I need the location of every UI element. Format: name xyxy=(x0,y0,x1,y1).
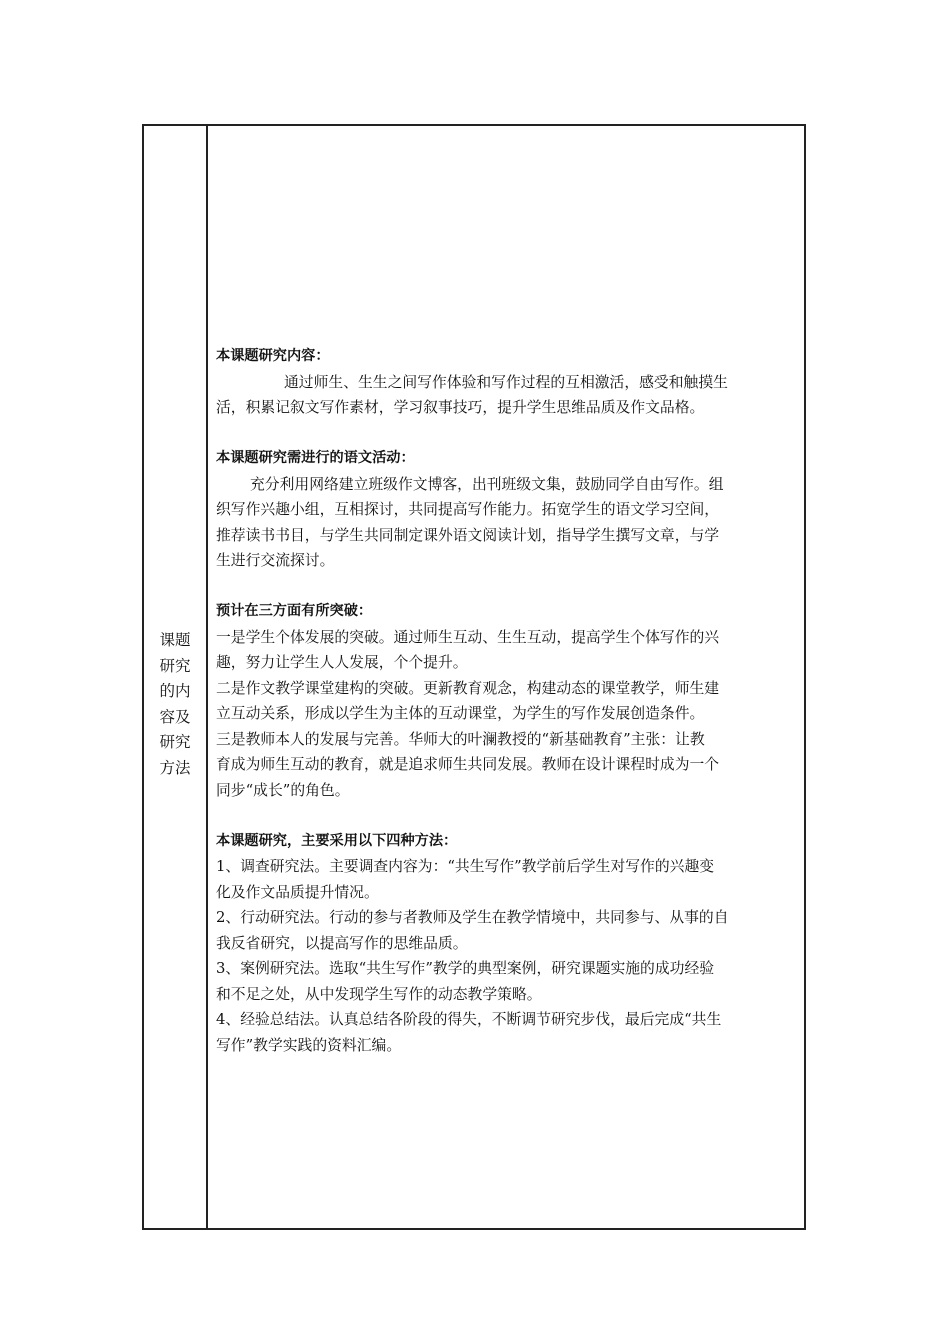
section-breakthroughs xyxy=(216,599,796,803)
paragraph-line: 4、经验总结法。认真总结各阶段的得失，不断调节研究步伐，最后完成“共生 xyxy=(216,1011,722,1028)
paragraph-line: 生进行交流探讨。 xyxy=(216,552,335,569)
paragraph-line: 写作”教学实践的资料汇编。 xyxy=(216,1036,402,1054)
paragraph-line: 充分利用网络建立班级作文博客，出刊班级文集，鼓励同学自由写作。组 xyxy=(250,475,724,493)
section-heading: 预计在三方面有所突破： xyxy=(216,603,373,619)
paragraph-line: 我反省研究，以提高写作的思维品质。 xyxy=(216,934,468,952)
paragraph-line: 三是教师本人的发展与完善。华师大的叶澜教授的“新基础教育”主张：让教 xyxy=(216,730,705,748)
paragraph-line: 和不足之处，从中发现学生写作的动态教学策略。 xyxy=(216,985,542,1003)
row-label-line: 容及 xyxy=(159,707,191,726)
research-form-table xyxy=(142,124,806,1230)
paragraph-line: 2、行动研究法。行动的参与者教师及学生在教学情境中，共同参与、从事的自 xyxy=(216,909,729,926)
paragraph-line: 立互动关系，形成以学生为主体的互动课堂，为学生的写作发展创造条件。 xyxy=(216,705,705,722)
paragraph-line: 趣，努力让学生人人发展，个个提升。 xyxy=(216,654,468,671)
section-heading: 本课题研究，主要采用以下四种方法： xyxy=(216,832,458,849)
paragraph-line: 1、调查研究法。主要调查内容为：“共生写作”教学前后学生对写作的兴趣变 xyxy=(216,858,715,875)
paragraph-line: 二是作文教学课堂建构的突破。更新教育观念，构建动态的课堂教学，师生建 xyxy=(216,679,720,697)
row-label-line: 课题 xyxy=(159,631,191,649)
section-methods xyxy=(216,829,796,1059)
row-label-line: 研究 xyxy=(159,656,191,675)
label-column xyxy=(144,126,208,1228)
paragraph-line: 推荐读书书目，与学生共同制定课外语文阅读计划，指导学生撰写文章，与学 xyxy=(216,526,720,544)
row-label-line: 研究 xyxy=(159,733,191,751)
section-heading: 本课题研究需进行的语文活动： xyxy=(216,450,415,466)
paragraph-line: 一是学生个体发展的突破。通过师生互动、生生互动，提高学生个体写作的兴 xyxy=(216,628,720,646)
row-label-line: 方法 xyxy=(159,758,191,777)
paragraph-line: 活，积累记叙文写作素材，学习叙事技巧，提升学生思维品质及作文品格。 xyxy=(216,399,705,416)
row-label-line: 的内 xyxy=(159,682,191,700)
paragraph-line: 3、案例研究法。选取“共生写作”教学的典型案例，研究课题实施的成功经验 xyxy=(216,960,715,977)
paragraph-line: 化及作文品质提升情况。 xyxy=(216,883,379,901)
section-activities xyxy=(216,446,796,574)
section-heading: 本课题研究内容： xyxy=(216,348,330,364)
section-research-content xyxy=(216,344,796,421)
paragraph-line: 通过师生、生生之间写作体验和写作过程的互相激活，感受和触摸生 xyxy=(284,373,728,391)
row-label xyxy=(144,628,206,781)
paragraph-line: 同步“成长”的角色。 xyxy=(216,781,350,799)
content-column xyxy=(216,344,796,1084)
paragraph-line: 织写作兴趣小组，互相探讨，共同提高写作能力。拓宽学生的语文学习空间， xyxy=(216,501,720,518)
paragraph-line: 育成为师生互动的教育，就是追求师生共同发展。教师在设计课程时成为一个 xyxy=(216,756,720,773)
